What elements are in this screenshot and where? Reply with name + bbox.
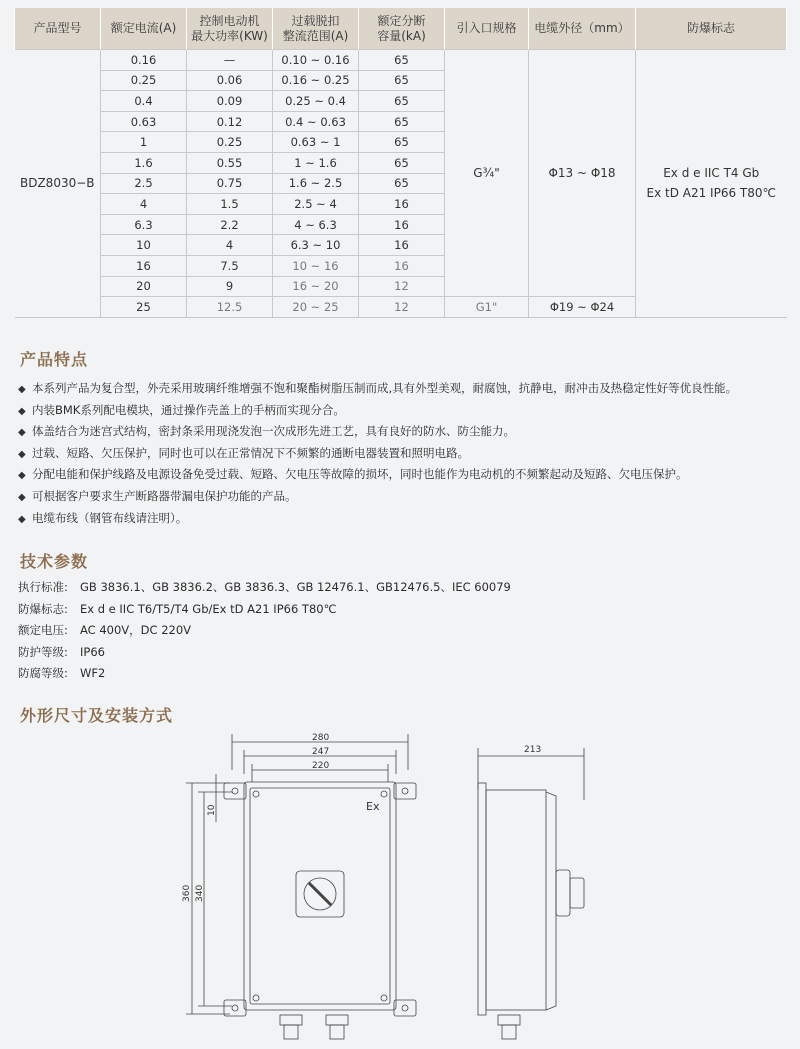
range-cell: 4 ~ 6.3 [273,214,359,235]
param-row: 执行标准: GB 3836.1、GB 3836.2、GB 3836.3、GB 12476.1、GB12476.5、IEC 60079 [18,580,511,594]
power-cell: 9 [187,276,273,297]
drawing-title: 外形尺寸及安装方式 [20,706,174,725]
dim-280: 280 [312,733,330,743]
range-cell: 6.3 ~ 10 [273,235,359,256]
features-list [18,378,793,529]
dimension-labels [182,733,541,902]
range-cell: 0.63 ~ 1 [273,132,359,153]
current-cell: 2.5 [101,173,187,194]
header-mark: 防爆标志 [636,8,787,50]
power-cell: 7.5 [187,255,273,276]
dimension-drawing [0,730,800,1049]
current-cell: 20 [101,276,187,297]
power-cell: 0.06 [187,70,273,91]
diamond-bullet-icon: ◆ [18,405,26,417]
current-cell: 6.3 [101,214,187,235]
capacity-cell: 12 [359,276,445,297]
dim-10: 10 [207,804,217,816]
range-cell: 16 ~ 20 [273,276,359,297]
list-item: ◆ 电缆布线（钢管布线请注明）。 [18,508,793,530]
header-power: 控制电动机 最大功率(KW) [187,8,273,50]
header-cable: 电缆外径（mm） [529,8,636,50]
list-item: ◆ 过载、短路、欠压保护，同时也可以在正常情况下不频繁的通断电器装置和照明电路。 [18,443,793,465]
power-cell: 1.5 [187,194,273,215]
power-cell: 0.55 [187,152,273,173]
diamond-bullet-icon: ◆ [18,470,26,482]
spec-table [14,8,787,318]
range-cell: 0.25 ~ 0.4 [273,91,359,112]
power-cell: 12.5 [187,297,273,318]
current-cell: 0.25 [101,70,187,91]
header-model: 产品型号 [15,8,101,50]
power-cell: 2.2 [187,214,273,235]
capacity-cell: 65 [359,132,445,153]
diamond-bullet-icon: ◆ [18,513,26,525]
power-cell: 0.12 [187,111,273,132]
dim-220: 220 [312,761,330,771]
capacity-cell: 16 [359,255,445,276]
list-item: ◆ 体盖结合为迷宫式结构，密封条采用现浇发泡一次成形先进工艺，具有良好的防水、防尘能力。 [18,421,793,443]
params-list [18,577,511,685]
power-cell: 0.09 [187,91,273,112]
current-cell: 0.63 [101,111,187,132]
range-cell: 1 ~ 1.6 [273,152,359,173]
current-cell: 0.4 [101,91,187,112]
capacity-cell: 16 [359,235,445,256]
entry-cell-last: G1" [445,297,529,318]
header-range: 过载脱扣 整流范围(A) [273,8,359,50]
current-cell: 4 [101,194,187,215]
current-cell: 1.6 [101,152,187,173]
capacity-cell: 65 [359,50,445,71]
ex-mark: Ex [366,800,380,813]
param-row: 防爆标志: Ex d e IIC T6/T5/T4 Gb/Ex tD A21 IP66 T80℃ [18,601,337,616]
cable-cell-last: Φ19 ~ Φ24 [529,297,636,318]
power-cell: 0.25 [187,132,273,153]
list-item: ◆ 本系列产品为复合型，外壳采用玻璃纤维增强不饱和聚酯树脂压制而成,具有外型美观，耐腐蚀，抗静电，耐冲击及热稳定性好等优良性能。 [18,378,793,400]
power-cell: — [187,50,273,71]
dim-340: 340 [195,884,205,902]
current-cell: 25 [101,297,187,318]
params-title: 技术参数 [20,552,89,571]
range-cell: 0.4 ~ 0.63 [273,111,359,132]
power-cell: 4 [187,235,273,256]
current-cell: 16 [101,255,187,276]
range-cell: 10 ~ 16 [273,255,359,276]
diamond-bullet-icon: ◆ [18,427,26,439]
current-cell: 1 [101,132,187,153]
capacity-cell: 16 [359,194,445,215]
capacity-cell: 65 [359,91,445,112]
capacity-cell: 65 [359,173,445,194]
capacity-cell: 65 [359,70,445,91]
list-item: ◆ 分配电能和保护线路及电源设备免受过载、短路、欠电压等故障的损坏，同时也能作为电动机的不频繁起动及短路、欠电压保护。 [18,464,793,486]
range-cell: 2.5 ~ 4 [273,194,359,215]
table-row [15,50,787,71]
range-cell: 0.16 ~ 0.25 [273,70,359,91]
range-cell: 0.10 ~ 0.16 [273,50,359,71]
diamond-bullet-icon: ◆ [18,448,26,460]
param-row: 额定电压: AC 400V，DC 220V [18,623,192,637]
power-cell: 0.75 [187,173,273,194]
cable-cell: Φ13 ~ Φ18 [529,50,636,297]
table-header-row [15,8,787,50]
capacity-cell: 65 [359,152,445,173]
mark-cell: Ex d e IIC T4 Gb Ex tD A21 IP66 T80℃ [636,50,787,318]
features-title: 产品特点 [20,350,89,369]
current-cell: 0.16 [101,50,187,71]
param-row: 防护等级: IP66 [18,644,105,659]
dim-360: 360 [182,884,192,902]
current-cell: 10 [101,235,187,256]
param-row: 防腐等级: WF2 [18,666,106,680]
diamond-bullet-icon: ◆ [18,384,26,395]
capacity-cell: 16 [359,214,445,235]
model-cell: BDZ8030−B [15,50,101,318]
header-capacity: 额定分断 容量(kA) [359,8,445,50]
dim-247: 247 [312,747,330,757]
diamond-bullet-icon: ◆ [18,491,26,503]
list-item: ◆ 内装BMK系列配电模块，通过操作壳盖上的手柄而实现分合。 [18,400,793,422]
capacity-cell: 65 [359,111,445,132]
range-cell: 20 ~ 25 [273,297,359,318]
header-current: 额定电流(A) [101,8,187,50]
entry-cell: G¾" [445,50,529,297]
capacity-cell: 12 [359,297,445,318]
dim-213: 213 [524,745,542,755]
header-entry: 引入口规格 [445,8,529,50]
range-cell: 1.6 ~ 2.5 [273,173,359,194]
list-item: ◆ 可根据客户要求生产断路器带漏电保护功能的产品。 [18,486,793,508]
